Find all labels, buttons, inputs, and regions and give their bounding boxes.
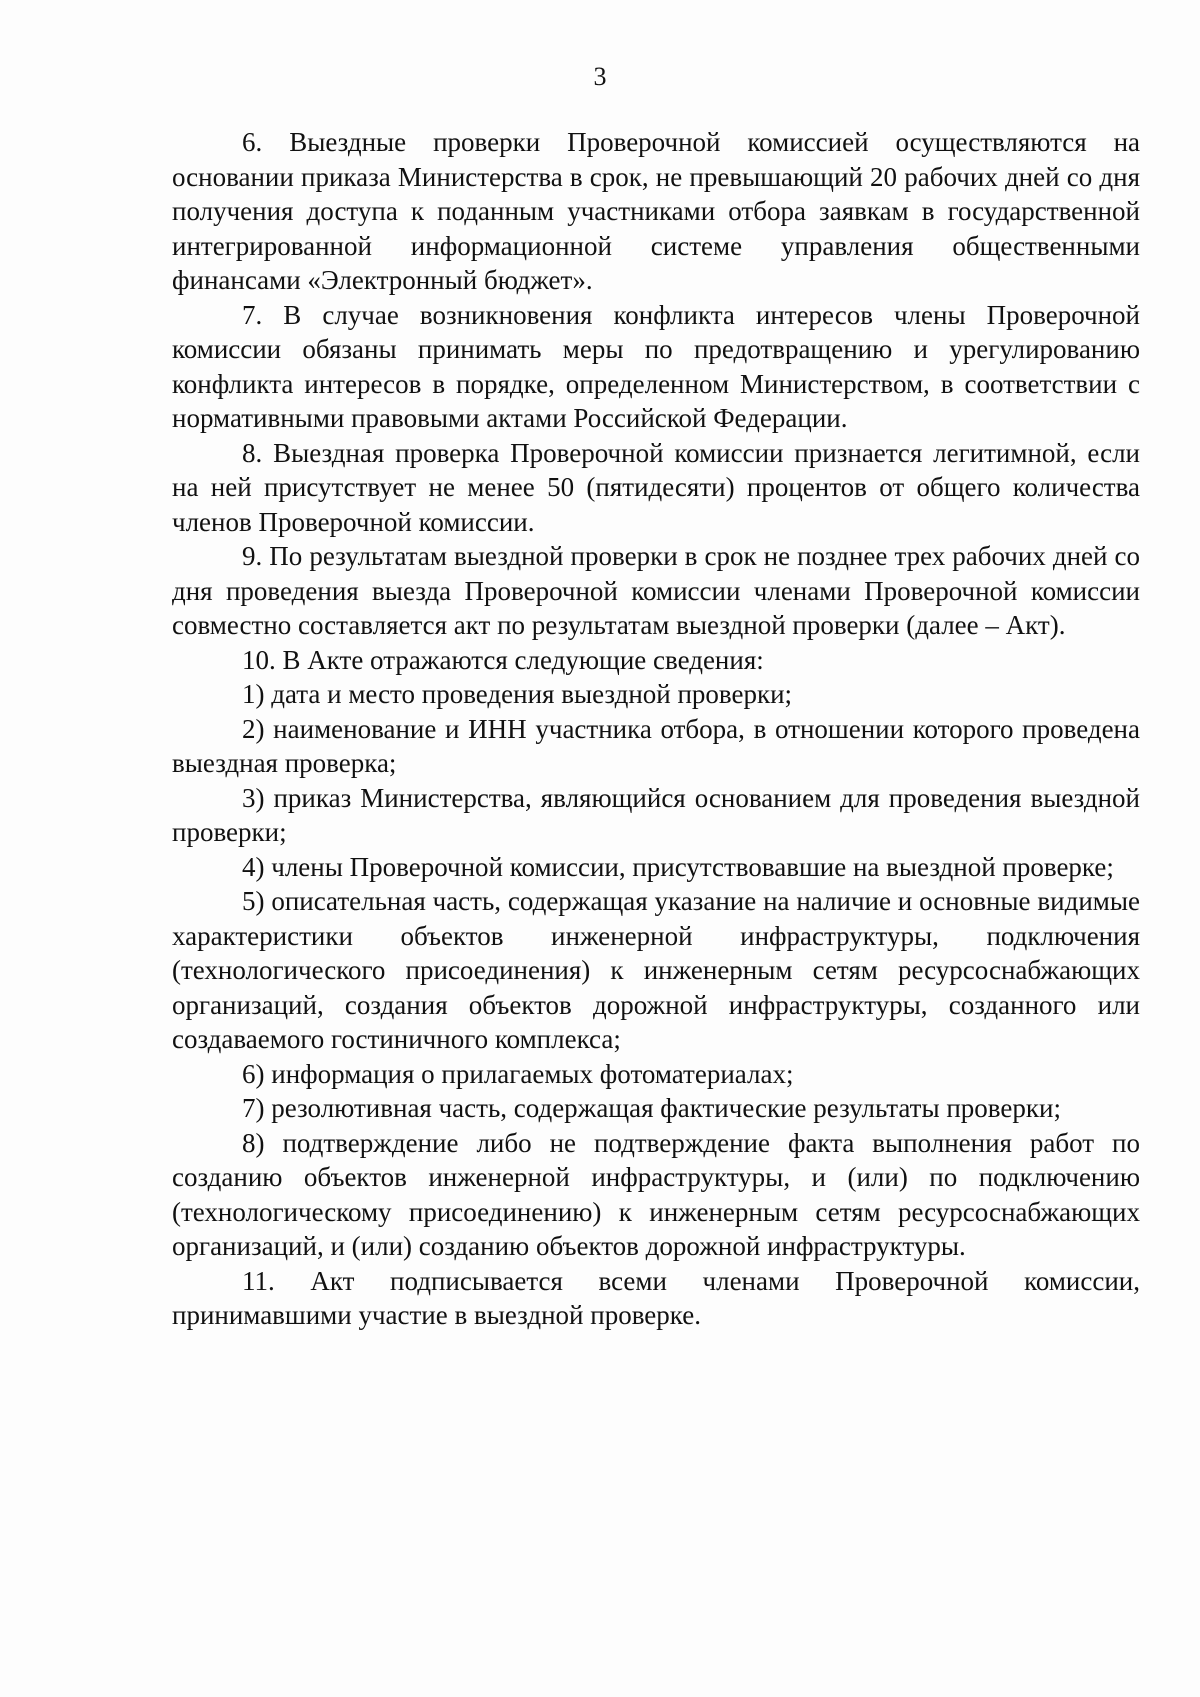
document-body xyxy=(172,125,1140,1333)
paragraph-8: 8. Выездная проверка Проверочной комиссии признается легитимной, если на ней присутствует не менее 50 (пятидесяти) процентов от общего количества членов Проверочной комиссии. xyxy=(172,437,1140,537)
list-item-6: 6) информация о прилагаемых фотоматериалах; xyxy=(242,1058,794,1089)
list-item-4: 4) члены Проверочной комиссии, присутствовавшие на выездной проверке; xyxy=(242,851,1114,882)
paragraph-9: 9. По результатам выездной проверки в срок не позднее трех рабочих дней со дня проведения выезда Проверочной комиссии членами Проверочной комиссии совместно составляется акт по результатам выездной проверки (далее – Акт). xyxy=(172,541,1140,640)
paragraph-11: 11. Акт подписывается всеми членами Проверочной комиссии, принимавшими участие в выездной проверке. xyxy=(172,1265,1140,1330)
paragraph-7: 7. В случае возникновения конфликта интересов члены Проверочной комиссии обязаны принимать меры по предотвращению и урегулированию конфликта интересов в порядке, определенном Министерством, в соответствии с нормативными правовыми актами Российской Федерации. xyxy=(172,299,1140,433)
list-item-1: 1) дата и место проведения выездной проверки; xyxy=(242,679,793,709)
list-item-7: 7) резолютивная часть, содержащая фактические результаты проверки; xyxy=(242,1093,1061,1123)
paragraph-6: 6. Выездные проверки Проверочной комиссией осуществляются на основании приказа Министерства в срок, не превышающий 20 рабочих дней со дня получения доступа к поданным участниками отбора заявкам в государственной интегрированной информационной системе управления общественными финансами «Электронный бюджет». xyxy=(172,127,1140,295)
paragraph-10: 10. В Акте отражаются следующие сведения: xyxy=(242,644,764,675)
list-item-3: 3) приказ Министерства, являющийся основанием для проведения выездной проверки; xyxy=(172,782,1140,847)
page-number: 3 xyxy=(593,62,607,91)
list-item-2: 2) наименование и ИНН участника отбора, в отношении которого проведена выездная проверка; xyxy=(172,713,1140,778)
list-item-8: 8) подтверждение либо не подтверждение факта выполнения работ по созданию объектов инженерной инфраструктуры, и (или) по подключению (технологическому присоединению) к инженерным сетям ресурсоснабжающих организаций, и (или) созданию объектов дорожной инфраструктуры. xyxy=(172,1127,1140,1261)
list-item-5: 5) описательная часть, содержащая указание на наличие и основные видимые характеристики объектов инженерной инфраструктуры, подключения (технологического присоединения) к инженерным сетям ресурсоснабжающих организаций, создания объектов дорожной инфраструктуры, созданного или создаваемого гостиничного комплекса; xyxy=(172,886,1140,1054)
